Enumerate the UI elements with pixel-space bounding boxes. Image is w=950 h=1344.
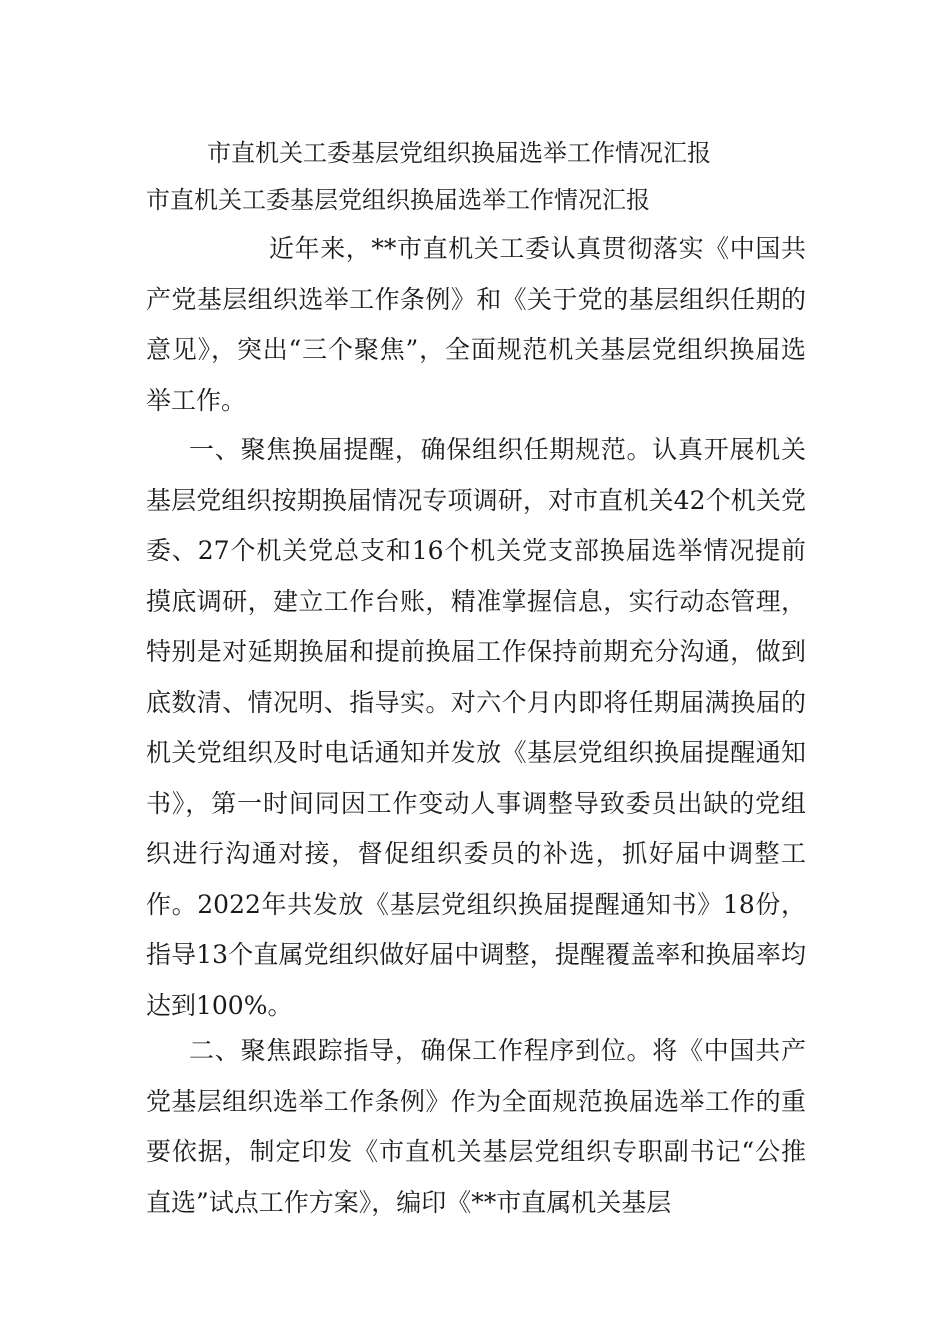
intro-paragraph: 近年来，**市直机关工委认真贯彻落实《中国共产党基层组织选举工作条例》和《关于党的基层组织任期的意见》，突出“三个聚焦”，全面规范机关基层党组织换届选举工作。 <box>146 234 806 415</box>
section-two-paragraph: 二、聚焦跟踪指导，确保工作程序到位。将《中国共产党基层组织选举工作条例》作为全面规范换届选举工作的重要依据，制定印发《市直机关基层党组织专职副书记“公推直选”试点工作方案》，编印《**市直属机关基层 <box>146 1036 806 1217</box>
document-subtitle: 市直机关工委基层党组织换届选举工作情况汇报 <box>146 186 650 214</box>
section-one-paragraph: 一、聚焦换届提醒，确保组织任期规范。认真开展机关基层党组织按期换届情况专项调研，对市直机关42个机关党委、27个机关党总支和16个机关党支部换届选举情况提前摸底调研，建立工作台账，精准掌握信息，实行动态管理，特别是对延期换届和提前换届工作保持前期充分沟通，做到底数清、情况明、指导实。对六个月内即将任期届满换届的机关党组织及时电话通知并发放《基层党组织换届提醒通知书》，第一时间同因工作变动人事调整导致委员出缺的党组织进行沟通对接，督促组织委员的补选，抓好届中调整工作。2022年共发放《基层党组织换届提醒通知书》18份，指导13个直属党组织做好届中调整，提醒覆盖率和换届率均达到100%。 <box>146 435 806 1020</box>
document-title: 市直机关工委基层党组织换届选举工作情况汇报 <box>207 139 711 167</box>
